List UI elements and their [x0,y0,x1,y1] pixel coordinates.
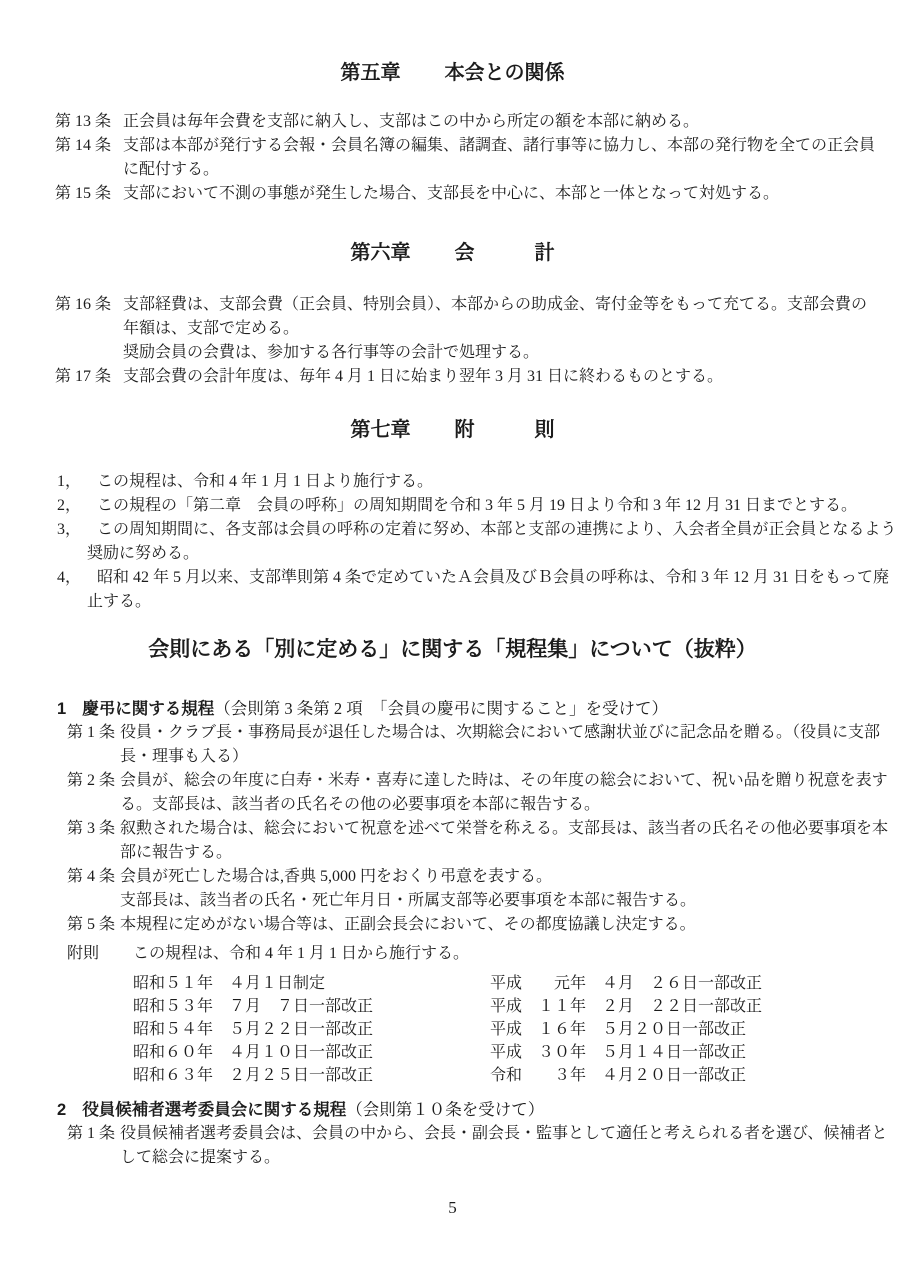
chapter5-heading [0,60,905,86]
supplement-text: この規程は、令和 4 年 1 月 1 日から施行する。 [133,945,470,962]
article-text: 役員候補者選考委員会は、会員の中から、会長・副会長・監事として適任と考えられる者を選び、候補者として総会に提案する。 [120,1125,888,1166]
history-left: 昭和５４年 ５月２２日一部改正 [133,1021,374,1038]
section1-heading [0,697,905,721]
article-label: 第 14 条 [55,137,112,154]
article-row [0,865,905,889]
article-row [0,817,905,865]
history-left: 昭和６０年 ４月１０日一部改正 [133,1044,374,1061]
article-row [0,182,905,206]
history-left: 昭和６３年 ２月２５日一部改正 [133,1067,374,1084]
article-text: 本規程に定めがない場合等は、正副会長会において、その都度協議し決定する。 [120,916,696,933]
section-note: （会則第 3 条第 2 項 「会員の慶弔に関すること」を受けて） [214,699,668,718]
chapter5-number: 第五章 [340,62,401,84]
item-number: 3， [57,521,82,538]
supplement-block [0,942,905,1087]
article-row [0,365,905,389]
history-left: 昭和５１年 ４月１日制定 [133,975,326,992]
history-right: 平成 ３０年 ５月１４日一部改正 [490,1044,747,1061]
chapter7-number: 第七章 [350,419,411,441]
article-row [0,110,905,134]
history-row [133,972,905,995]
chapter6-number: 第六章 [350,242,411,264]
article-label: 第 17 条 [55,368,112,385]
section-number: 2 [57,1101,67,1119]
chapter7-title: 附 則 [454,419,555,441]
chapter6-title: 会 計 [454,242,555,264]
appendix-title: 会則にある「別に定める」に関する「規程集」について（抜粋） [148,638,757,661]
article-text: 支部において不測の事態が発生した場合、支部長を中心に、本部と一体となって対処する。 [123,185,780,202]
chapter6-heading [0,240,905,266]
article-row [0,134,905,182]
article-label: 第 1 条 [67,1125,116,1142]
item-text: 昭和 42 年 5 月以来、支部準則第 4 条で定めていたＡ会員及びＢ会員の呼称は、令和 3 年 12 月 31 日をもって廃止する。 [87,569,890,610]
list-item [0,470,905,494]
article-row [0,721,905,769]
history-row [133,995,905,1018]
page-number: 5 [448,1198,457,1217]
item-text: この規程の「第二章 会員の呼称」の周知期間を令和 3 年 5 月 19 日より令和 3 年 12 月 31 日までとする。 [97,497,858,514]
article-row [0,1122,905,1170]
chapter5-body [0,110,905,206]
article-text: 支部会費の会計年度は、毎年 4 月 1 日に始まり翌年 3 月 31 日に終わるものとする。 [123,368,724,385]
item-text: この規程は、令和 4 年 1 月 1 日より施行する。 [97,473,434,490]
article-sub-paragraph: 支部長は、該当者の氏名・死亡年月日・所属支部等必要事項を本部に報告する。 [120,892,697,909]
article-text: 会員が死亡した場合は,香典 5,000 円をおくり弔意を表する。 [120,868,553,885]
article-label: 第 3 条 [67,820,116,837]
section-number: 1 [57,700,67,718]
chapter5-title: 本会との関係 [444,62,565,84]
article-text: 支部は本部が発行する会報・会員名簿の編集、諸調査、諸行事等に協力し、本部の発行物を全ての正会員に配付する。 [123,137,876,178]
chapter7-heading [0,417,905,443]
article-text: 正会員は毎年会費を支部に納入し、支部はこの中から所定の額を本部に納める。 [123,113,700,130]
section-title: 役員候補者選考委員会に関する規程 [82,1101,347,1119]
history-row [133,1064,905,1087]
article-text: 支部経費は、支部会費（正会員、特別会員）、本部からの助成金、寄付金等をもって充てる。支部会費の年額は、支部で定める。 [123,296,868,337]
list-item [0,566,905,614]
revision-history [0,972,905,1087]
history-left: 昭和５３年 ７月 ７日一部改正 [133,998,374,1015]
chapter7-body [0,470,905,614]
article-label: 第 1 条 [67,724,116,741]
history-right: 平成 １１年 ２月 ２２日一部改正 [490,998,763,1015]
article-sub-paragraph: 奨励会員の会費は、参加する各行事等の会計で処理する。 [123,344,540,361]
history-right: 令和 ３年 ４月２０日一部改正 [490,1067,747,1084]
list-item [0,494,905,518]
article-row [0,913,905,937]
article-label: 第 16 条 [55,296,112,313]
supplement-row [0,942,905,966]
article-label: 第 2 条 [67,772,116,789]
item-number: 4， [57,569,82,586]
article-text: 会員が、総会の年度に白寿・米寿・喜寿に達した時は、その年度の総会において、祝い品を贈り祝意を表する。支部長は、該当者の氏名その他の必要事項を本部に報告する。 [120,772,888,813]
article-label: 第 5 条 [67,916,116,933]
article-row [0,769,905,817]
supplement-label: 附則 [67,945,100,962]
section-note: （会則第１０条を受けて） [346,1100,545,1119]
section2-body [0,1122,905,1170]
section-title: 慶弔に関する規程 [82,700,215,718]
history-row [133,1041,905,1064]
chapter6-body [0,293,905,389]
item-number: 1， [57,473,82,490]
article-label: 第 15 条 [55,185,112,202]
list-item [0,518,905,566]
item-text: この周知期間に、各支部は会員の呼称の定着に努め、本部と支部の連携により、入会者全員が正会員となるよう奨励に努める。 [87,521,897,562]
section2-heading [0,1098,905,1122]
article-label: 第 13 条 [55,113,112,130]
article-label: 第 4 条 [67,868,116,885]
section1-body [0,721,905,937]
article-text: 役員・クラブ長・事務局長が退任した場合は、次期総会において感謝状並びに記念品を贈る。（役員に支部長・理事も入る） [120,724,881,765]
history-right: 平成 元年 ４月 ２６日一部改正 [490,975,763,992]
history-row [133,1018,905,1041]
article-row [0,293,905,341]
history-right: 平成 １６年 ５月２０日一部改正 [490,1021,747,1038]
article-text: 叙勲された場合は、総会において祝意を述べて栄誉を称える。支部長は、該当者の氏名その他必要事項を本部に報告する。 [120,820,889,861]
item-number: 2， [57,497,82,514]
